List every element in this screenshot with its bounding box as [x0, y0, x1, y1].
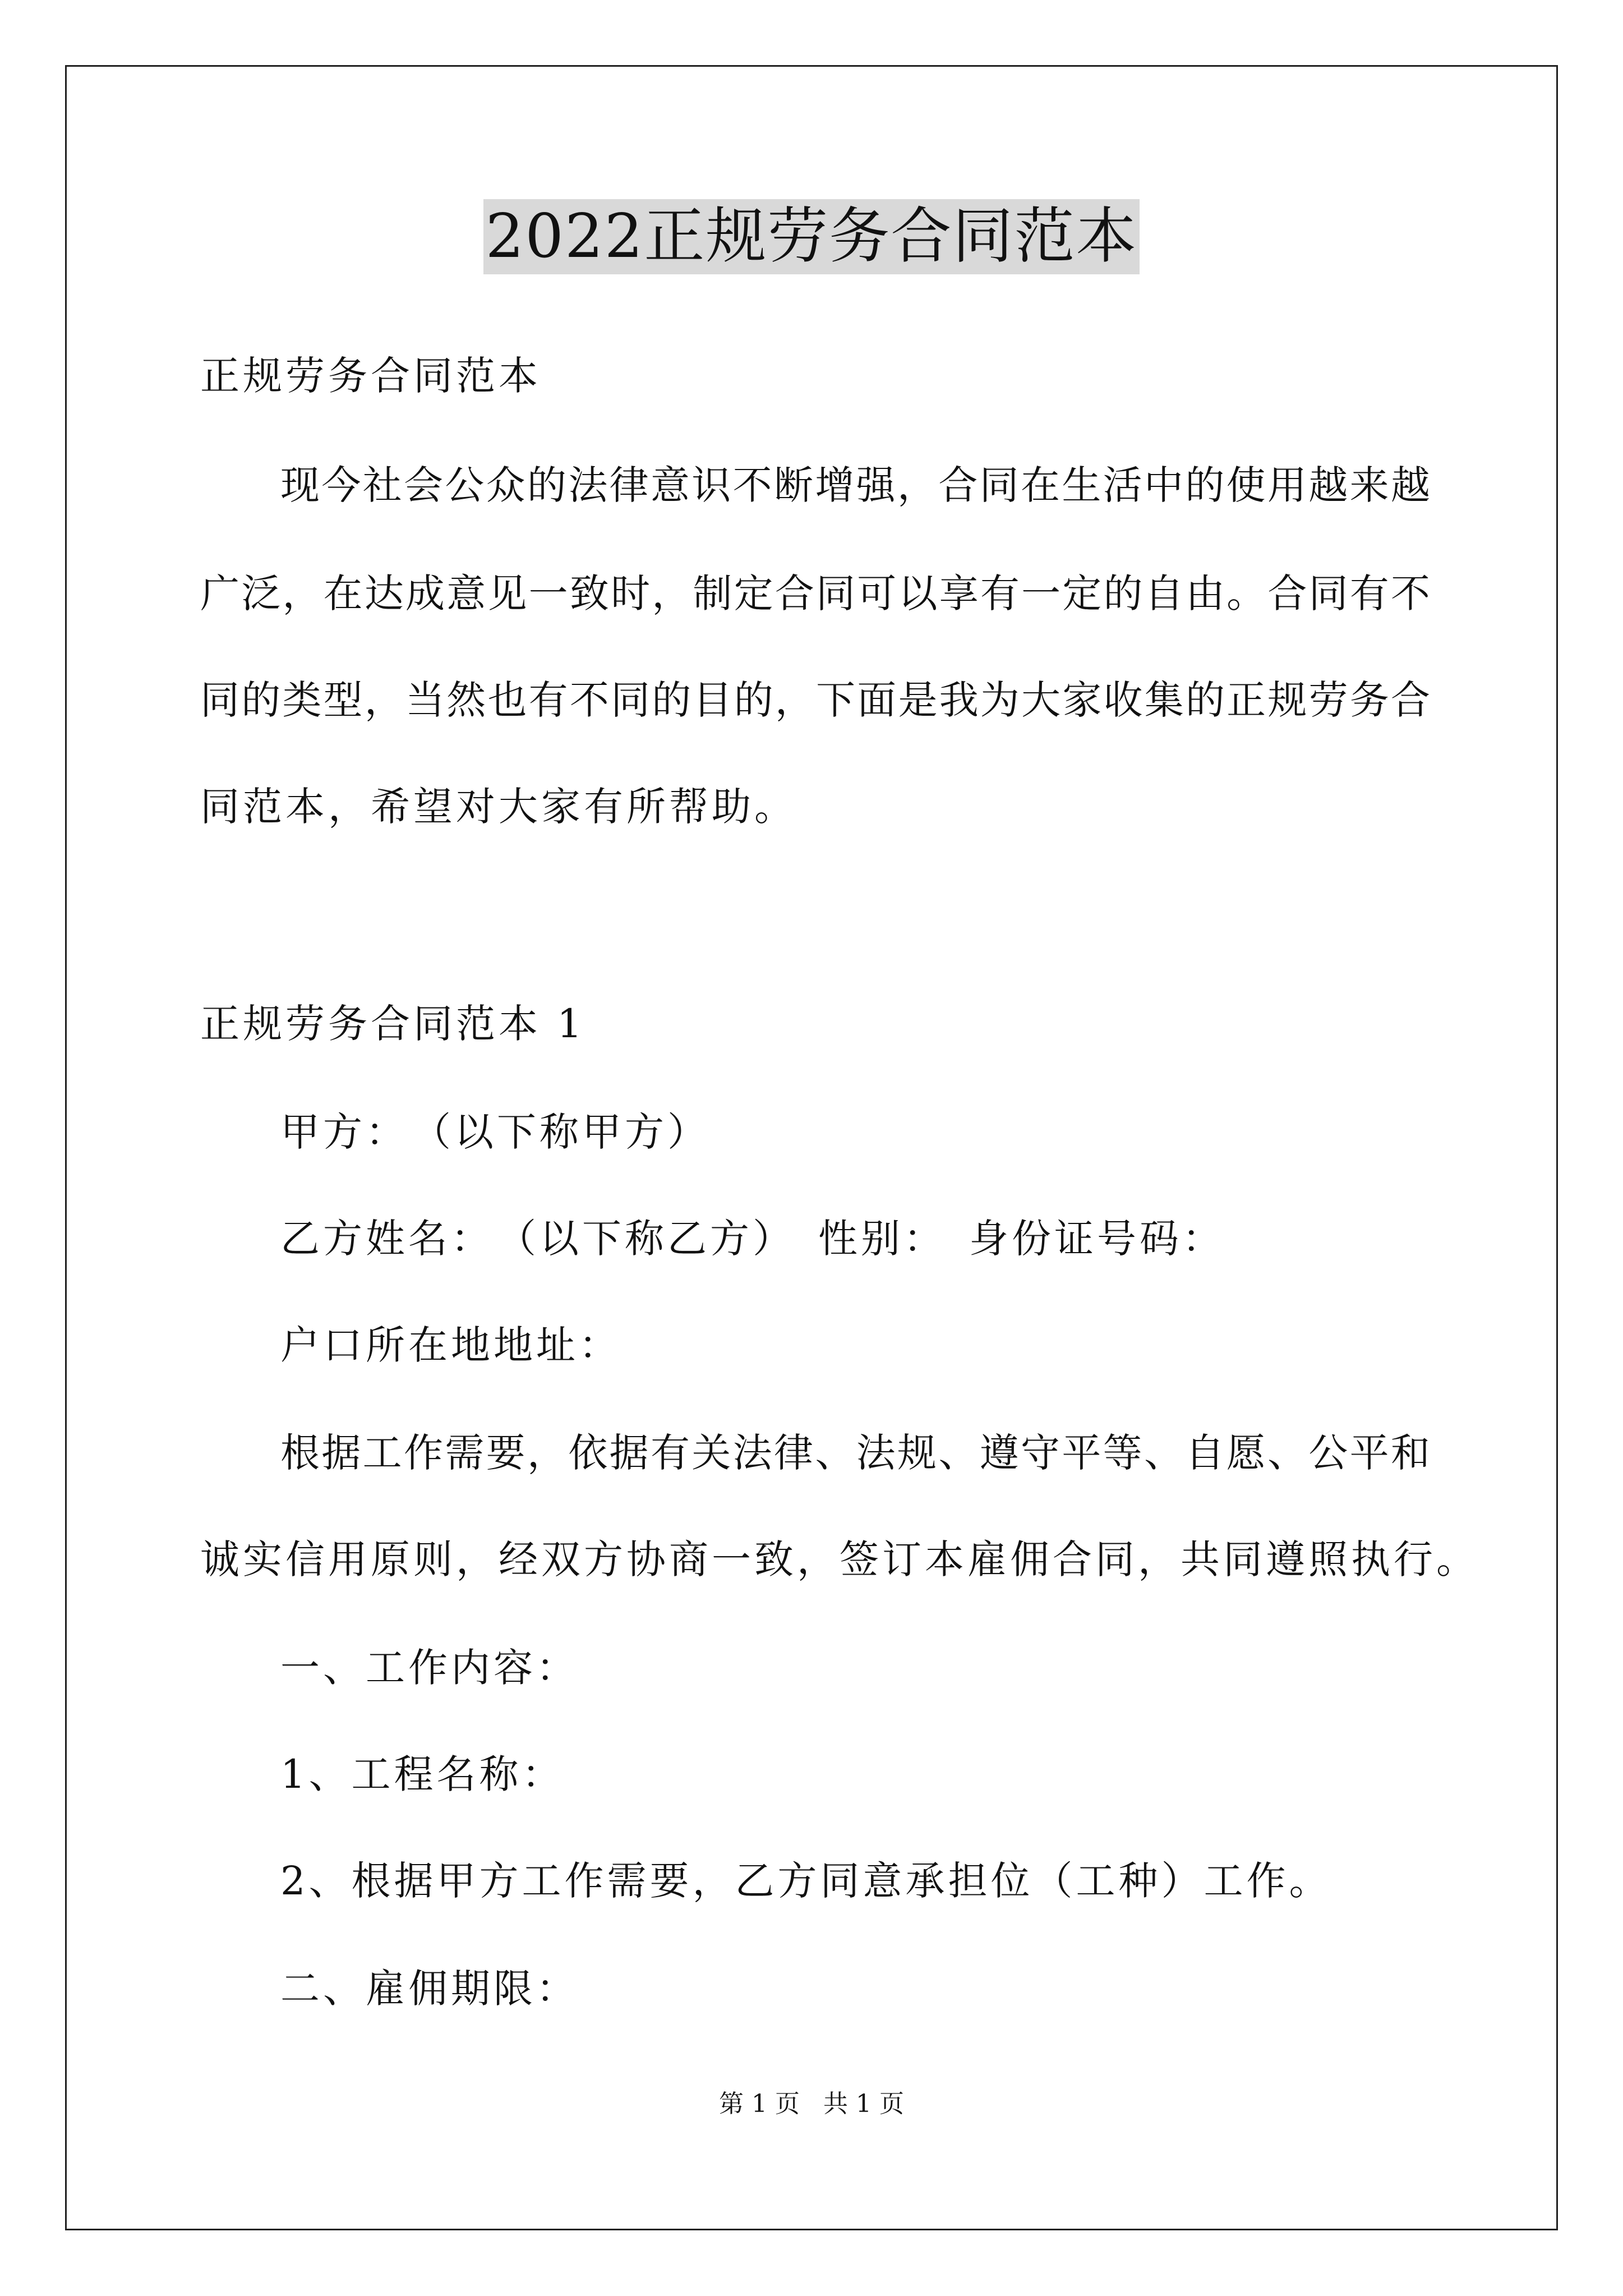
address-line: 户口所在地地址：: [280, 1322, 621, 1368]
party-b-line: 乙方姓名： （以下称乙方） 性别： 身份证号码：: [280, 1216, 1225, 1262]
page-number-total: 共 1 页: [823, 2090, 904, 2118]
clause-item: 1、工程名称：: [280, 1751, 565, 1797]
section-heading: 正规劳务合同范本: [200, 353, 541, 399]
paragraph-line: 同的类型，当然也有不同的目的，下面是我为大家收集的正规劳务合: [200, 677, 1430, 723]
paragraph-line: 诚实信用原则，经双方协商一致，签订本雇佣合同，共同遵照执行。: [200, 1536, 1479, 1582]
paragraph-line: 广泛，在达成意见一致时，制定合同可以享有一定的自由。合同有不: [200, 570, 1430, 616]
paragraph-line: 根据工作需要，依据有关法律、法规、遵守平等、自愿、公平和: [280, 1430, 1430, 1476]
clause-heading: 二、雇佣期限：: [280, 1966, 579, 2012]
party-a-line: 甲方： （以下称甲方）: [280, 1109, 710, 1155]
page-footer: [0, 2090, 1623, 2119]
paragraph-line: 同范本，希望对大家有所帮助。: [200, 784, 797, 830]
clause-item: 2、根据甲方工作需要，乙方同意承担位（工种）工作。: [280, 1858, 1332, 1904]
clause-heading: 一、工作内容：: [280, 1645, 579, 1691]
title-container: [0, 199, 1623, 274]
page-number-current: 第 1 页: [719, 2090, 800, 2118]
paragraph-line: 现今社会公众的法律意识不断增强，合同在生活中的使用越来越: [280, 462, 1430, 508]
document-title: 2022正规劳务合同范本: [483, 199, 1140, 274]
section-heading: 正规劳务合同范本 1: [200, 1001, 585, 1047]
